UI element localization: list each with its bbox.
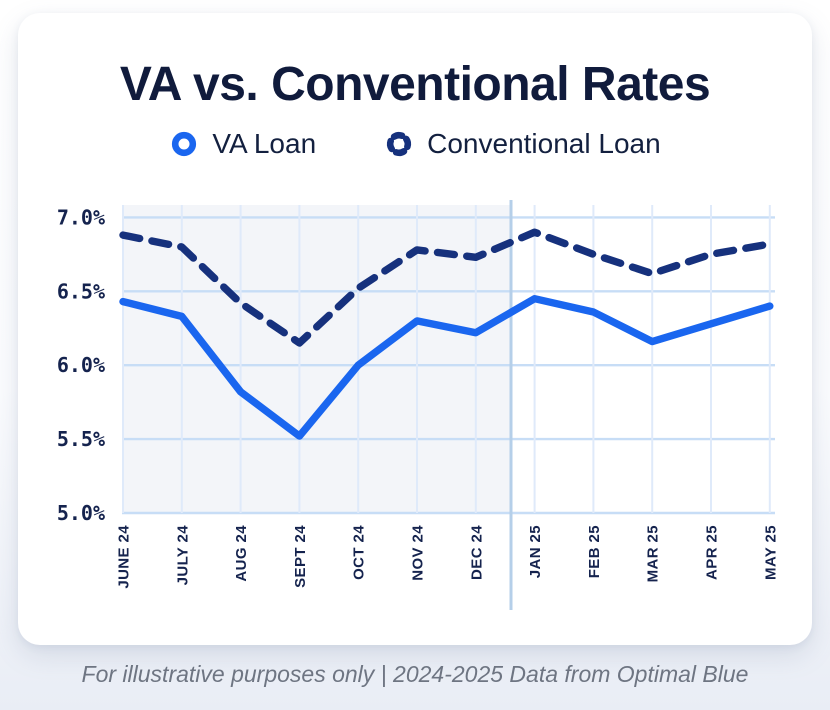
legend-label-conventional-loan: Conventional Loan: [427, 128, 661, 160]
solid-ring-icon: [169, 129, 199, 159]
legend-item-conventional-loan: [384, 128, 661, 160]
x-axis-label: OCT 24: [350, 525, 368, 581]
footer-disclaimer: For illustrative purposes only | 2024-2025 Data from Optimal Blue: [81, 661, 749, 687]
x-axis-label: NOV 24: [409, 525, 427, 581]
x-axis-label: MAY 25: [762, 525, 780, 581]
x-axis-label: JAN 25: [527, 525, 545, 579]
legend-item-va-loan: [169, 128, 316, 160]
legend-label-va-loan: VA Loan: [212, 128, 317, 160]
chart-card: [18, 13, 812, 645]
x-axis-label: APR 25: [703, 525, 721, 581]
x-axis-label: JUNE 24: [115, 525, 133, 589]
y-tick-label: 6.5%: [56, 279, 105, 304]
dashed-ring-icon: [384, 129, 414, 159]
chart-title: VA vs. Conventional Rates: [119, 58, 711, 111]
y-tick-label: 5.5%: [56, 427, 105, 452]
y-tick-label: 5.0%: [56, 501, 105, 526]
y-tick-label: 6.0%: [56, 353, 105, 378]
x-axis-label: MAR 25: [644, 525, 662, 583]
x-axis-label: AUG 24: [233, 525, 251, 582]
x-axis-label: DEC 24: [468, 525, 486, 581]
x-axis-label: JULY 24: [174, 525, 192, 586]
y-tick-label: 7.0%: [56, 205, 105, 230]
x-axis-label: FEB 25: [585, 525, 603, 579]
rates-chart: [18, 168, 812, 620]
legend: [18, 126, 812, 162]
x-axis-label: SEPT 24: [291, 525, 309, 589]
